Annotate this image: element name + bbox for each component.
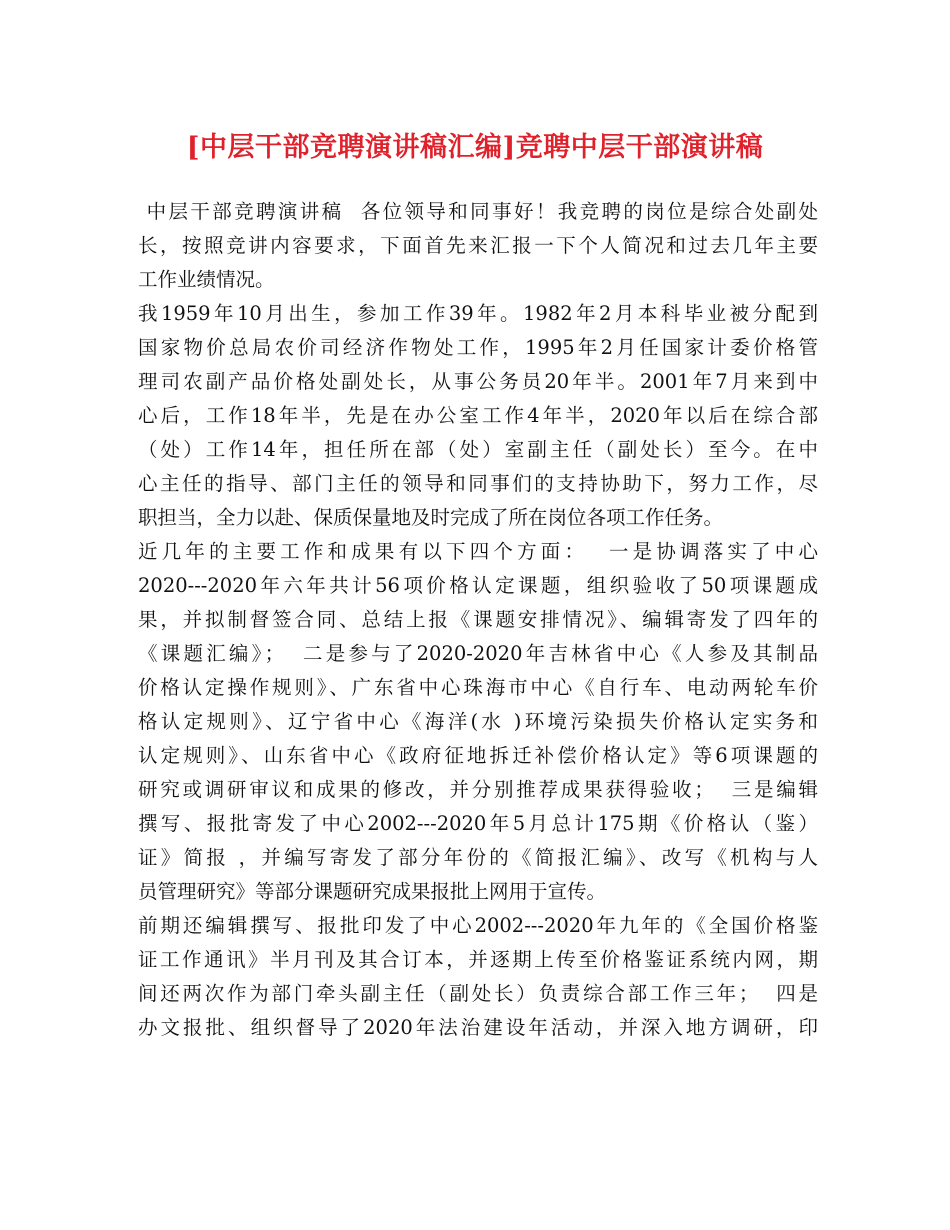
document-body [138, 195, 818, 1045]
body-line: 果，并拟制督签合同、总结上报《课题安排情况》、编辑寄发了四年的 [138, 608, 818, 631]
body-line: 心主任的指导、部门主任的领导和同事们的支持协助下，努力工作，尽 [138, 472, 818, 495]
body-line: 间还两次作为部门牵头副主任（副处长）负责综合部工作三年； 四是 [138, 982, 818, 1005]
body-line: 国家物价总局农价司经济作物处工作，1995年2月任国家计委价格管 [138, 336, 818, 359]
body-line: 认定规则》、山东省中心《政府征地拆迁补偿价格认定》等6项课题的 [138, 744, 818, 767]
document-title: [中层干部竞聘演讲稿汇编]竞聘中层干部演讲稿 [186, 132, 764, 163]
body-line: 前期还编辑撰写、报批印发了中心2002---2020年九年的《全国价格鉴 [138, 914, 818, 937]
body-line: 近几年的主要工作和成果有以下四个方面： 一是协调落实了中心 [138, 540, 818, 563]
body-line: 《课题汇编》； 二是参与了2020-2020年吉林省中心《人参及其制品 [138, 642, 818, 665]
body-line: 工作业绩情况。 [138, 268, 275, 291]
body-line: 研究或调研审议和成果的修改，并分别推荐成果获得验收； 三是编辑 [138, 778, 818, 801]
body-line: 撰写、报批寄发了中心2002---2020年5月总计175期《价格认（鉴） [138, 812, 818, 835]
body-line: 2020---2020年六年共计56项价格认定课题，组织验收了50项课题成 [138, 574, 818, 597]
body-line: 办文报批、组织督导了2020年法治建设年活动，并深入地方调研，印 [138, 1016, 818, 1039]
body-line: 中层干部竞聘演讲稿 各位领导和同事好！我竞聘的岗位是综合处副处 [138, 200, 818, 223]
body-line: 我1959年10月出生，参加工作39年。1982年2月本科毕业被分配到 [138, 302, 818, 325]
body-line: 格认定规则》、辽宁省中心《海洋(水 )环境污染损失价格认定实务和 [138, 710, 818, 733]
body-line: 职担当，全力以赴、保质保量地及时完成了所在岗位各项工作任务。 [138, 506, 724, 529]
body-line: 长，按照竞讲内容要求，下面首先来汇报一下个人简况和过去几年主要 [138, 234, 818, 257]
body-line: 心后，工作18年半，先是在办公室工作4年半，2020年以后在综合部 [138, 404, 818, 427]
body-line: （处）工作14年，担任所在部（处）室副主任（副处长）至今。在中 [138, 438, 818, 461]
body-line: 员管理研究》等部分课题研究成果报批上网用于宣传。 [138, 880, 607, 903]
body-line: 证》简报 ，并编写寄发了部分年份的《简报汇编》、改写《机构与人 [138, 846, 818, 869]
body-line: 价格认定操作规则》、广东省中心珠海市中心《自行车、电动两轮车价 [138, 676, 818, 699]
body-line: 理司农副产品价格处副处长，从事公务员20年半。2001年7月来到中 [138, 370, 818, 393]
body-line: 证工作通讯》半月刊及其合订本，并逐期上传至价格鉴证系统内网，期 [138, 948, 818, 971]
